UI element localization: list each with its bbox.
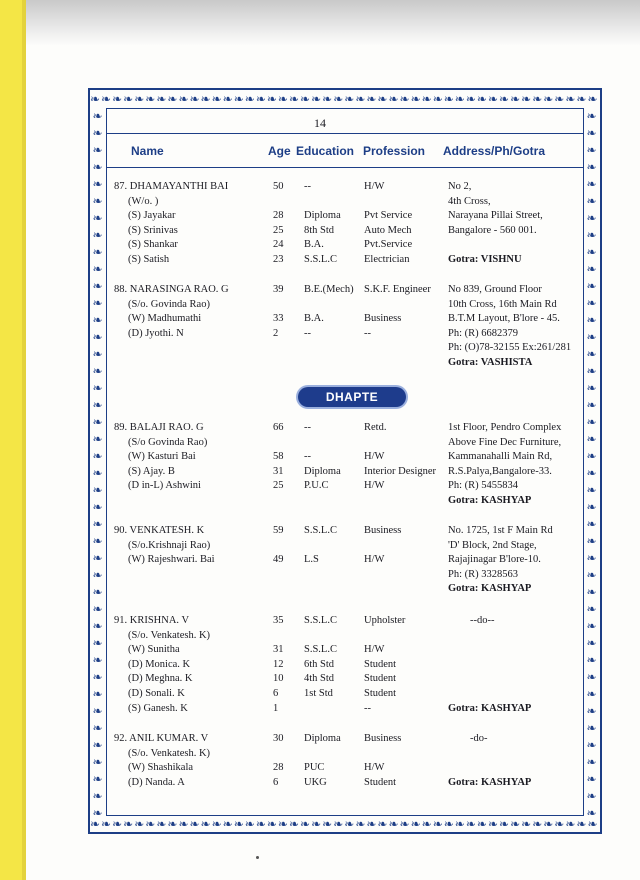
cell-name: (S) Ganesh. K: [128, 702, 188, 714]
cell-name: (D in-L) Ashwini: [128, 480, 201, 492]
cell-age: 2: [273, 327, 279, 339]
cell-education: --: [304, 327, 311, 339]
cell-age: 49: [273, 554, 284, 566]
cell-address: No 2,: [448, 181, 472, 192]
cell-age: 59: [273, 525, 284, 536]
cell-education: --: [304, 422, 311, 433]
cell-name: (W) Shashikala: [128, 762, 194, 774]
cell-education: 6th Std: [304, 658, 335, 670]
page-number: 14: [314, 116, 326, 130]
cell-profession: Business: [364, 313, 402, 325]
cell-name: (S) Shankar: [128, 239, 178, 251]
cell-profession: H/W: [364, 181, 385, 192]
cell-name: (S) Srinivas: [128, 224, 178, 236]
cell-name: (W) Kasturi Bai: [128, 451, 196, 463]
ornament-border-left-icon: ❧❧❧❧❧❧❧❧❧❧❧❧❧❧❧❧❧❧❧❧❧❧❧❧❧❧❧❧❧❧❧❧❧❧❧❧❧❧❧❧❧❧: [92, 109, 104, 816]
cell-education: Diploma: [304, 465, 341, 477]
cell-name: (D) Jyothi. N: [128, 327, 184, 339]
cell-address: Ph: (O)78-32155 Ex:261/281: [448, 342, 572, 354]
cell-name: 87. DHAMAYANTHI BAI: [114, 181, 229, 192]
cell-address: --do--: [470, 615, 495, 626]
cell-education: Diploma: [304, 733, 341, 744]
cell-profession: H/W: [364, 451, 385, 463]
cell-age: 12: [273, 658, 284, 670]
cell-profession: Pvt Service: [364, 210, 413, 222]
cell-education: B.A.: [304, 239, 324, 251]
cell-education: S.S.L.C: [304, 525, 337, 536]
cell-address: Gotra: KASHYAP: [448, 495, 532, 506]
cell-address: R.S.Palya,Bangalore-33.: [448, 465, 552, 477]
scan-speck: [256, 856, 259, 859]
cell-age: 25: [273, 224, 284, 236]
cell-profession: S.K.F. Engineer: [364, 284, 431, 295]
cell-age: 50: [273, 181, 284, 192]
cell-profession: --: [364, 327, 371, 339]
cell-address: 4th Cross,: [448, 195, 491, 207]
cell-name: (W) Sunitha: [128, 644, 180, 656]
cell-name: (S) Ajay. B: [128, 465, 175, 477]
cell-name: (S/o Govinda Rao): [128, 436, 208, 448]
cell-name: 92. ANIL KUMAR. V: [114, 733, 209, 744]
ornament-border-top-icon: ❧❧❧❧❧❧❧❧❧❧❧❧❧❧❧❧❧❧❧❧❧❧❧❧❧❧❧❧❧❧❧❧❧❧❧❧❧❧❧❧❧❧❧❧❧❧: [90, 92, 599, 106]
cell-address: No 839, Ground Floor: [448, 284, 542, 295]
cell-name: (S) Jayakar: [128, 210, 176, 222]
cell-profession: Retd.: [364, 422, 387, 433]
cell-age: 28: [273, 210, 284, 222]
cell-education: UKG: [304, 776, 327, 788]
cell-education: S.S.L.C: [304, 254, 337, 265]
cell-profession: Student: [364, 673, 397, 685]
cell-name: (S/o. Govinda Rao): [128, 298, 210, 310]
column-header-address: Address/Ph/Gotra: [443, 144, 546, 158]
cell-name: 88. NARASINGA RAO. G: [114, 284, 229, 295]
yellow-page-edge: [0, 0, 22, 880]
cell-profession: Pvt.Service: [364, 239, 413, 251]
cell-education: PUC: [304, 762, 325, 774]
cell-profession: H/W: [364, 554, 385, 566]
cell-age: 35: [273, 615, 284, 626]
cell-profession: Student: [364, 658, 397, 670]
column-header-profession: Profession: [363, 144, 426, 158]
cell-profession: Electrician: [364, 254, 410, 265]
column-header-education: Education: [296, 144, 355, 158]
cell-address: 'D' Block, 2nd Stage,: [448, 539, 537, 551]
cell-education: B.A.: [304, 313, 324, 325]
cell-profession: Business: [364, 733, 402, 744]
header-rule-top: [107, 133, 583, 134]
cell-profession: Business: [364, 525, 402, 536]
cell-education: B.E.(Mech): [304, 284, 354, 295]
cell-age: 58: [273, 451, 284, 463]
cell-age: 6: [273, 776, 279, 788]
cell-name: (D) Nanda. A: [128, 776, 185, 788]
cell-name: (S/o. Venkatesh. K): [128, 747, 211, 759]
cell-address: Gotra: VASHISTA: [448, 357, 533, 368]
cell-age: 1: [273, 702, 279, 714]
cell-profession: H/W: [364, 644, 385, 656]
cell-age: 28: [273, 762, 284, 774]
cell-address: Ph: (R) 3328563: [448, 568, 519, 580]
cell-address: Ph: (R) 5455834: [448, 480, 519, 492]
cell-address: -do-: [470, 733, 488, 744]
ornament-border-right-icon: ❧❧❧❧❧❧❧❧❧❧❧❧❧❧❧❧❧❧❧❧❧❧❧❧❧❧❧❧❧❧❧❧❧❧❧❧❧❧❧❧❧❧: [586, 109, 598, 816]
cell-address: Kammanahalli Main Rd,: [448, 451, 553, 463]
cell-education: 1st Std: [304, 688, 333, 699]
cell-profession: Interior Designer: [364, 465, 437, 477]
cell-name: (S) Satish: [128, 254, 170, 265]
cell-age: 39: [273, 284, 284, 295]
ornament-border-bottom-icon: ❧❧❧❧❧❧❧❧❧❧❧❧❧❧❧❧❧❧❧❧❧❧❧❧❧❧❧❧❧❧❧❧❧❧❧❧❧❧❧❧❧❧❧❧❧❧: [90, 817, 599, 831]
cell-education: L.S: [304, 554, 319, 566]
section-title-dhapte: DHAPTE: [298, 387, 406, 407]
cell-address: Rajajinagar B'lore-10.: [448, 554, 541, 566]
cell-education: --: [304, 451, 311, 463]
cell-name: 91. KRISHNA. V: [114, 615, 190, 626]
cell-profession: Auto Mech: [364, 224, 412, 236]
cell-profession: Student: [364, 776, 397, 788]
cell-education: 4th Std: [304, 673, 335, 685]
column-header-age: Age: [268, 144, 291, 158]
header-rule-bottom: [107, 167, 583, 168]
cell-name: (W/o. ): [128, 195, 159, 207]
cell-name: (D) Meghna. K: [128, 673, 193, 685]
cell-address: Gotra: KASHYAP: [448, 702, 532, 714]
cell-address: 10th Cross, 16th Main Rd: [448, 298, 557, 310]
column-header-name: Name: [131, 144, 164, 158]
scan-edge-shadow: [0, 0, 640, 46]
cell-age: 25: [273, 480, 284, 492]
cell-education: Diploma: [304, 210, 341, 222]
cell-age: 31: [273, 644, 284, 656]
cell-age: 33: [273, 313, 284, 325]
cell-name: 89. BALAJI RAO. G: [114, 422, 204, 433]
cell-address: No. 1725, 1st F Main Rd: [448, 525, 553, 536]
cell-name: (W) Rajeshwari. Bai: [128, 554, 215, 566]
cell-address: Gotra: KASHYAP: [448, 776, 532, 788]
cell-age: 6: [273, 688, 279, 699]
cell-profession: Student: [364, 688, 397, 699]
cell-education: P.U.C: [304, 480, 329, 492]
cell-education: --: [304, 181, 311, 192]
cell-education: S.S.L.C: [304, 644, 337, 656]
cell-address: 1st Floor, Pendro Complex: [448, 422, 562, 433]
cell-address: Gotra: KASHYAP: [448, 583, 532, 595]
cell-profession: H/W: [364, 480, 385, 492]
cell-age: 66: [273, 422, 284, 433]
cell-age: 24: [273, 239, 284, 251]
cell-address: Narayana Pillai Street,: [448, 210, 543, 222]
cell-name: (W) Madhumathi: [128, 313, 202, 325]
cell-education: S.S.L.C: [304, 615, 337, 626]
cell-age: 10: [273, 673, 284, 685]
cell-name: (S/o. Venkatesh. K): [128, 629, 211, 641]
cell-age: 31: [273, 465, 284, 477]
cell-address: Bangalore - 560 001.: [448, 224, 537, 236]
cell-address: B.T.M Layout, B'lore - 45.: [448, 313, 560, 325]
cell-name: (D) Sonali. K: [128, 688, 185, 699]
cell-profession: Upholster: [364, 615, 406, 626]
cell-profession: --: [364, 702, 371, 714]
cell-address: Ph: (R) 6682379: [448, 327, 519, 339]
cell-name: (D) Monica. K: [128, 658, 191, 670]
cell-address: Gotra: VISHNU: [448, 254, 522, 265]
cell-name: 90. VENKATESH. K: [114, 525, 205, 536]
cell-education: 8th Std: [304, 224, 335, 236]
cell-age: 30: [273, 733, 284, 744]
cell-name: (S/o.Krishnaji Rao): [128, 539, 211, 551]
cell-address: Above Fine Dec Furniture,: [448, 436, 562, 448]
cell-profession: H/W: [364, 762, 385, 774]
cell-age: 23: [273, 254, 284, 265]
yellow-page-edge-shade: [22, 0, 26, 880]
